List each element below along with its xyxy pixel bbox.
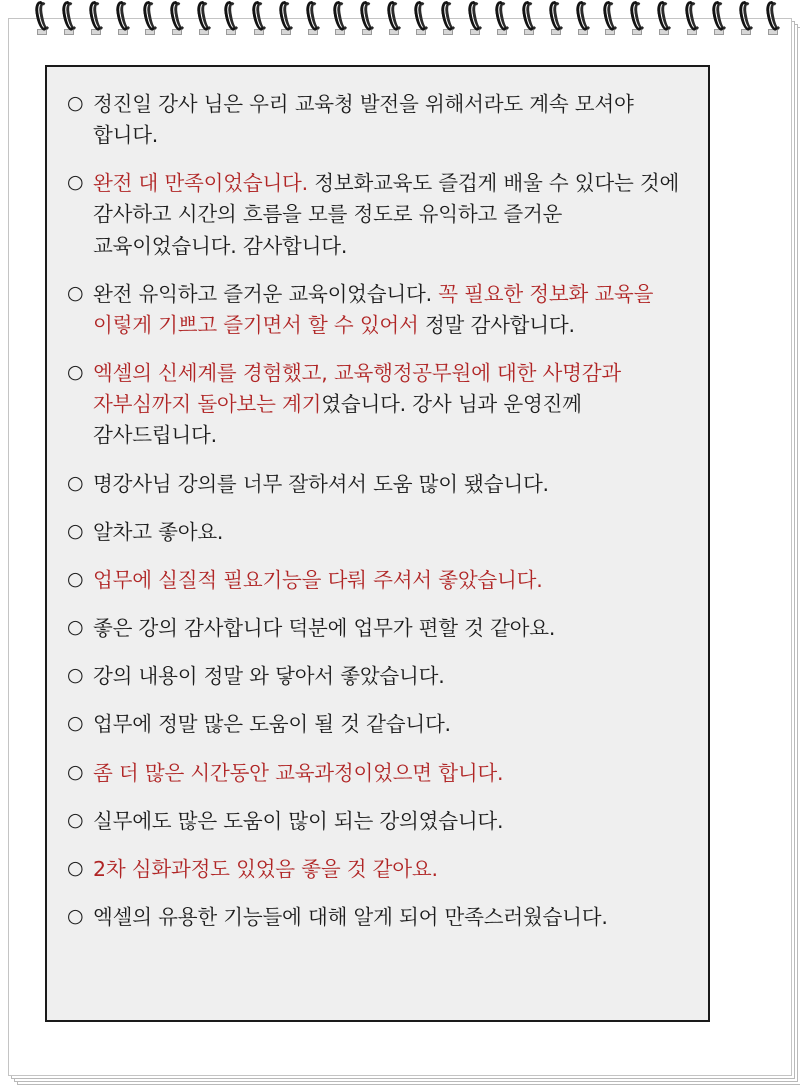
comment-item	[67, 661, 686, 692]
comment-item	[67, 709, 686, 740]
comment-item	[67, 758, 686, 789]
highlighted-text-segment: 좀 더 많은 시간동안 교육과정이었으면 합니다.	[93, 760, 504, 785]
comment-text	[93, 279, 686, 341]
comment-text	[93, 758, 686, 789]
comment-text	[93, 854, 686, 885]
comment-text	[93, 806, 686, 837]
comment-item	[67, 565, 686, 596]
circle-bullet-icon: ○	[67, 567, 84, 590]
text-segment: 엑셀의 유용한 기능들에 대해 알게 되어 만족스러웠습니다.	[93, 904, 608, 929]
text-segment: 실무에도 많은 도움이 많이 되는 강의였습니다.	[93, 808, 504, 833]
text-segment: 알차고 좋아요.	[93, 519, 224, 544]
circle-bullet-icon: ○	[67, 171, 84, 194]
comment-text	[93, 168, 686, 261]
circle-bullet-icon: ○	[67, 904, 84, 927]
text-segment: 명강사님 강의를 너무 잘하셔서 도움 많이 됐습니다.	[93, 471, 549, 496]
circle-bullet-icon: ○	[67, 760, 84, 783]
comment-item	[67, 854, 686, 885]
circle-bullet-icon: ○	[67, 361, 84, 384]
comment-item	[67, 279, 686, 341]
highlighted-text-segment: 엑셀의 신세계를 경험했고, 교육행정공무원에 대한 사명감과 자부심까지 돌아보는 계기	[93, 361, 621, 417]
comment-text	[93, 358, 686, 451]
comment-text	[93, 565, 686, 596]
highlighted-text-segment: 완전 대 만족이었습니다.	[93, 171, 308, 196]
circle-bullet-icon: ○	[67, 664, 84, 687]
comment-item	[67, 168, 686, 261]
text-segment: 정진일 강사 님은 우리 교육청 발전을 위해서라도 계속 모셔야 합니다.	[93, 92, 634, 148]
text-segment: 였습니다. 강사 님과 운영진께 감사드립니다.	[93, 392, 582, 448]
comment-item	[67, 902, 686, 933]
comment-list	[67, 89, 686, 933]
highlighted-text-segment: 꼭 필요한 정보화 교육을 이렇게 기쁘고 즐기면서 할 수 있어서	[93, 281, 654, 337]
comment-text	[93, 902, 686, 933]
highlighted-text-segment: 2차 심화과정도 있었음 좋을 것 같아요.	[93, 856, 438, 881]
comments-panel	[45, 65, 710, 1022]
text-segment: 정보화교육도 즐겁게 배울 수 있다는 것에 감사하고 시간의 흐름을 모를 정도로 유익하고 즐거운 교육이었습니다. 감사합니다.	[93, 171, 680, 258]
circle-bullet-icon: ○	[67, 808, 84, 831]
text-segment: 완전 유익하고 즐거운 교육이었습니다.	[93, 281, 439, 306]
circle-bullet-icon: ○	[67, 856, 84, 879]
comment-text	[93, 517, 686, 548]
text-segment: 강의 내용이 정말 와 닿아서 좋았습니다.	[93, 664, 445, 689]
circle-bullet-icon: ○	[67, 712, 84, 735]
comment-item	[67, 613, 686, 644]
comment-text	[93, 469, 686, 500]
comment-item	[67, 469, 686, 500]
comment-item	[67, 89, 686, 151]
text-segment: 좋은 강의 감사합니다 덕분에 업무가 편할 것 같아요.	[93, 616, 556, 641]
comment-text	[93, 709, 686, 740]
text-segment: 정말 감사합니다.	[418, 312, 575, 337]
highlighted-text-segment: 업무에 실질적 필요기능을 다뤄 주셔서 좋았습니다.	[93, 567, 543, 592]
circle-bullet-icon: ○	[67, 92, 84, 114]
circle-bullet-icon: ○	[67, 616, 84, 639]
circle-bullet-icon: ○	[67, 519, 84, 542]
circle-bullet-icon: ○	[67, 281, 84, 304]
comment-item	[67, 806, 686, 837]
comment-item	[67, 358, 686, 451]
comment-text	[93, 661, 686, 692]
comment-item	[67, 517, 686, 548]
comment-text	[93, 613, 686, 644]
circle-bullet-icon: ○	[67, 471, 84, 494]
comment-text	[93, 89, 686, 151]
text-segment: 업무에 정말 많은 도움이 될 것 같습니다.	[93, 712, 451, 737]
